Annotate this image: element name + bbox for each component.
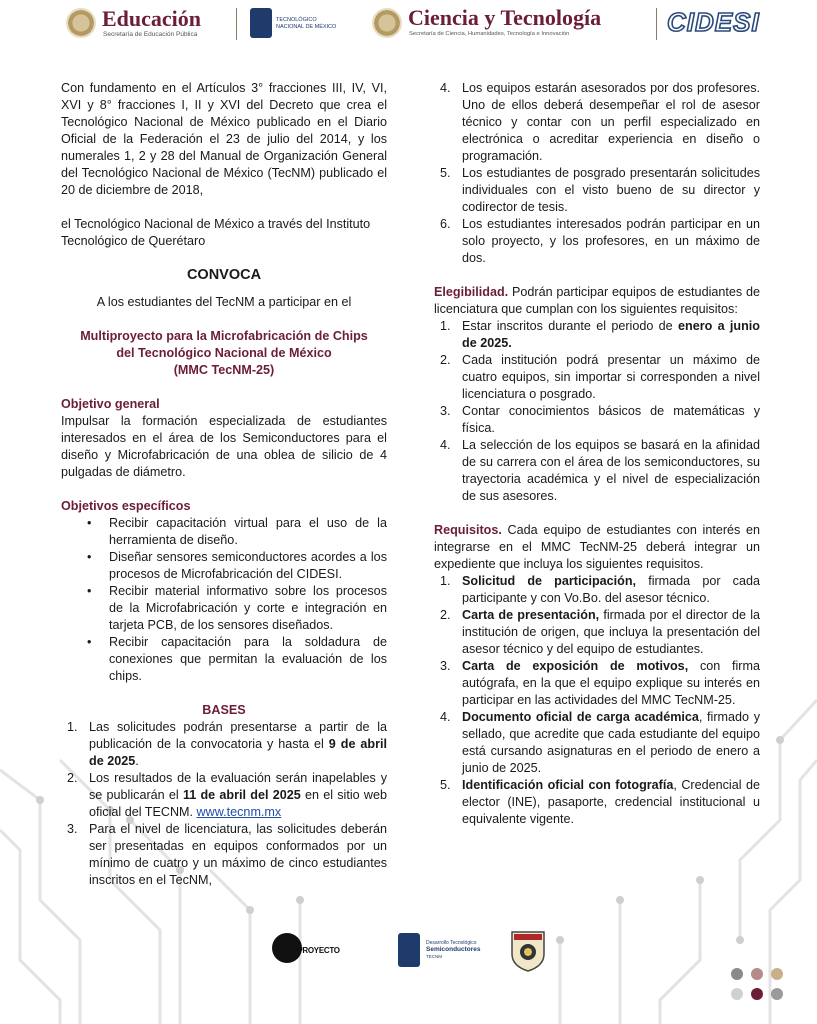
requisitos-list [434,573,760,828]
legal-preamble: Con fundamento en el Artículos 3° fracciones III, IV, VI, XVI y 8° fracciones I, II y XVI del Decreto que crea el Tecnológico Nacional de México publicado en el Diario Oficial de la Federación el 23 de julio del 2014, y los numerales 1, 2 y 28 del Manual de Organización General del Tecnológico Nacional de México (TecNM) publicado el 20 de diciembre de 2018, [61,81,387,197]
list-item: 1. Estar inscritos durante el periodo de enero a junio de 2025. [440,319,760,350]
ciencia-subtitle: Secretaría de Ciencia, Humanidades, Tecnología e Innovación [409,31,570,37]
page-header [0,0,817,48]
list-item: 3. Para el nivel de licenciatura, las solicitudes deberán ser presentadas en equipos conformados por un mínimo de cuatro y un máximo de cinco estudiantes inscritos en el TecNM, [67,822,387,887]
list-item: 4. La selección de los equipos se basará en la afinidad de su carrera con el área de los semiconductores, su trayectoria académica y el nivel de especialización de sus asesores. [440,438,760,503]
list-item: 2. Carta de presentación, firmada por el director de la institución de origen, que incluya la presentación del asesor técnico y del equipo de estudiantes. [440,608,761,656]
cidesi-logo: CIDESI [667,7,760,37]
list-item: • Diseñar sensores semiconductores acordes a los procesos de Microfabricación del CIDESI. [87,550,387,581]
tecnm-gear-icon [398,933,420,967]
tecnm-logo-text: TECNOLÓGICO NACIONAL DE MÉXICO [276,17,337,30]
mexico-seal-icon [372,8,402,38]
oblea-multiproyecto-logo: MULTIPROYECTO [272,933,356,965]
invitation-line: A los estudiantes del TecNM a participar en el [96,295,352,309]
list-item: 2. Los resultados de la evaluación serán inapelables y se publicarán el 11 de abril del 2025 en el sitio web oficial del TECNM. www.tecnm.mx [67,771,387,819]
list-item: 6. Los estudiantes interesados podrán participar en un solo proyecto, y los profesores, en un máximo de dos. [440,217,760,265]
bases-list [61,719,387,889]
list-item: 4. Los equipos estarán asesorados por dos profesores. Uno de ellos deberá desempeñar el rol de asesor técnico y contar con un perfil especializado en electrónica o acreditar experiencia en diseño o programación. [440,81,760,163]
left-column [61,80,387,889]
ciencia-logo-text: Ciencia y Tecnología [408,5,602,30]
bases-heading: BASES [202,703,246,717]
ciencia-tecnica-shield-icon [510,928,546,972]
list-item: 2. Cada institución podrá presentar un máximo de cuatro equipos, sin importar si corresponden a nivel licenciatura o posgrado. [440,353,760,401]
convoca-heading: CONVOCA [186,267,262,283]
list-item: 3. Carta de exposición de motivos, con firma autógrafa, en la que el equipo explique su interés en participar en las actividades del MMC TecNM-25. [440,659,760,707]
objetivo-general-text: Impulsar la formación especializada de estudiantes interesados en el área de los Semiconductores para el diseño y Microfabricación de una oblea de silicio de 4 pulgadas de diámetro. [61,414,387,479]
list-item: • Recibir material informativo sobre los procesos de la Microfabricación y corte e integración en tarjeta PCB, de los sensores diseñados. [87,584,387,632]
program-title: Multiproyecto para la Microfabricación de Chips del Tecnológico Nacional de México (MMC TecNM-25) [80,329,368,377]
header-divider [656,8,657,40]
semiconductores-tecnm-logo: Desarrollo Tecnológico Semiconductores TECNM [398,931,498,971]
requisitos-paragraph: Requisitos. Cada equipo de estudiantes con interés en integrarse en el MMC TecNM-25 deberá integrar un expediente que incluya los siguientes requisitos. [434,523,760,571]
elegibilidad-paragraph: Elegibilidad. Podrán participar equipos de estudiantes de licenciatura que cumplan con los siguientes requisitos: [434,285,760,316]
right-column [434,80,760,828]
tecnm-website-link[interactable]: www.tecnm.mx [196,805,282,819]
list-item: 1. Solicitud de participación, firmada por cada participante y con Vo.Bo. del asesor técnico. [440,574,760,605]
objetivos-especificos-heading: Objetivos específicos [61,499,191,513]
elegibilidad-list [434,318,760,505]
list-item: 1. Las solicitudes podrán presentarse a partir de la publicación de la convocatoria y hasta el 9 de abril de 2025. [67,720,387,768]
list-item: 4. Documento oficial de carga académica, firmado y sellado, que acredite que cada estudiante del equipo está cursando asignaturas en el periodo de enero a junio de 2025. [440,710,760,775]
list-item: 5. Los estudiantes de posgrado presentarán solicitudes individuales con el visto bueno de su director y codirector de tesis. [440,166,760,214]
issuer-statement: el Tecnológico Nacional de México a través del Instituto Tecnológico de Querétaro [61,217,371,248]
tecnm-logo-icon [250,8,272,38]
header-divider [236,8,237,40]
educacion-subtitle: Secretaría de Educación Pública [103,31,198,38]
mexico-seal-icon [66,8,96,38]
objetivo-general-heading: Objetivo general [61,397,160,411]
objetivos-especificos-list [61,515,387,685]
list-item: 5. Identificación oficial con fotografía, Credencial de elector (INE), pasaporte, credencial institucional u equivalente vigente. [440,778,760,826]
list-item: • Recibir capacitación para la soldadura de conexiones que permitan la evaluación de los chips. [87,635,387,683]
list-item: • Recibir capacitación virtual para el uso de la herramienta de diseño. [87,516,387,547]
list-item: 3. Contar conocimientos básicos de matemáticas y física. [440,404,760,435]
bases-list-continued [434,80,760,267]
educacion-logo-text: Educación [102,6,202,31]
